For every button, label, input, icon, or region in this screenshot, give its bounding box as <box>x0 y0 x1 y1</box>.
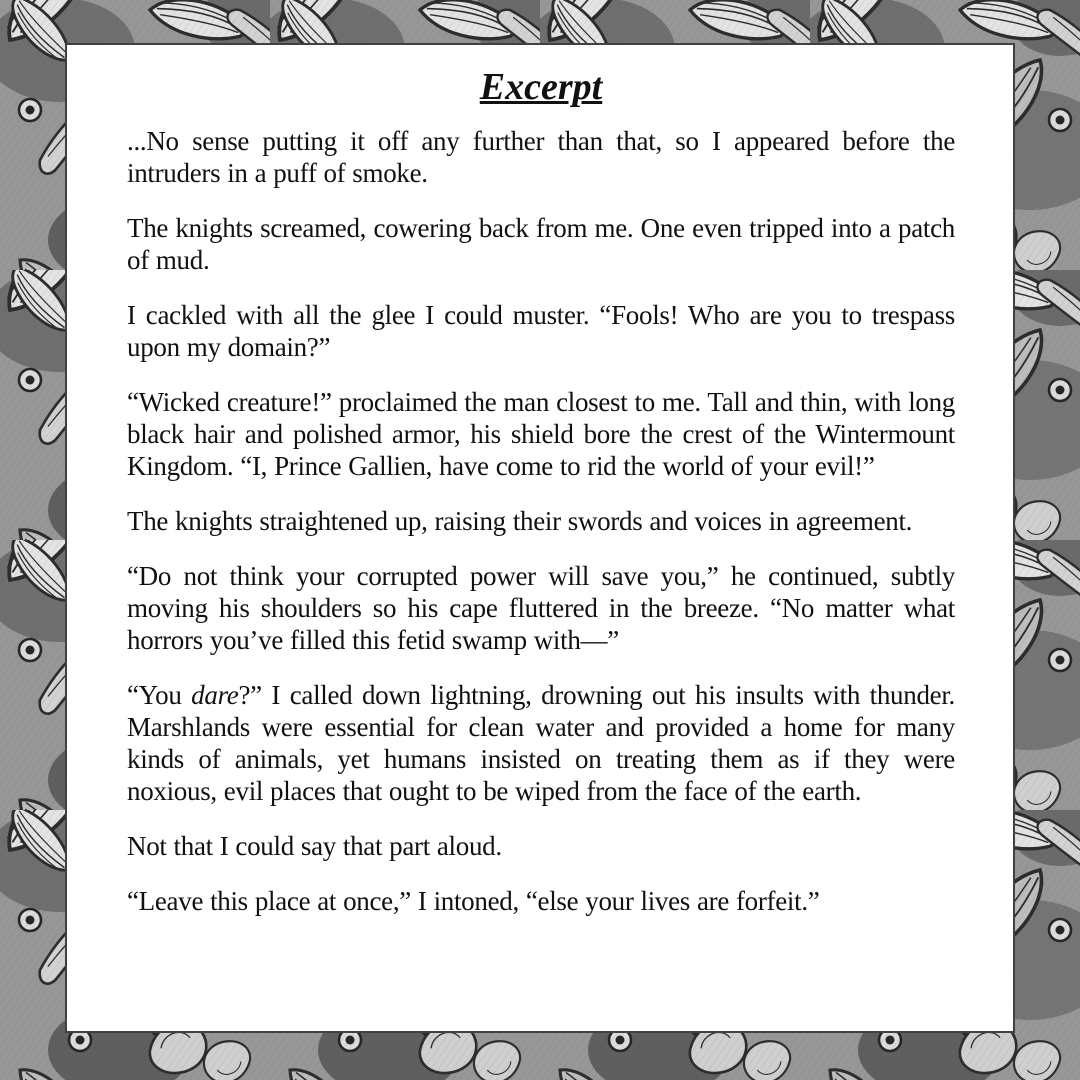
excerpt-paragraph: “You dare?” I called down lightning, drowning out his insults with thunder. Marshlands were essential for clean water and provided a home for many kinds of animals, yet humans insisted on treating them as if they were noxious, evil places that ought to be wiped from the face of the earth. <box>127 680 955 806</box>
excerpt-paragraph: “Wicked creature!” proclaimed the man closest to me. Tall and thin, with long black hair and polished armor, his shield bore the crest of the Wintermount Kingdom. “I, Prince Gallien, have come to rid the world of your evil!” <box>127 387 955 481</box>
excerpt-paragraph: ...No sense putting it off any further than that, so I appeared before the intruders in a puff of smoke. <box>127 126 955 188</box>
excerpt-panel <box>65 43 1015 1033</box>
excerpt-title <box>127 65 955 109</box>
excerpt-paragraph: Not that I could say that part aloud. <box>127 831 502 861</box>
excerpt-paragraph: I cackled with all the glee I could muster. “Fools! Who are you to trespass upon my domain?” <box>127 300 955 362</box>
excerpt-body <box>127 125 955 917</box>
excerpt-title-text: Excerpt <box>479 66 603 108</box>
excerpt-paragraph: “Leave this place at once,” I intoned, “else your lives are forfeit.” <box>127 886 820 916</box>
excerpt-paragraph: The knights straightened up, raising their swords and voices in agreement. <box>127 506 913 536</box>
excerpt-paragraph: The knights screamed, cowering back from me. One even tripped into a patch of mud. <box>127 213 955 275</box>
excerpt-paragraph: “Do not think your corrupted power will save you,” he continued, subtly moving his shoulders so his cape fluttered in the breeze. “No matter what horrors you’ve filled this fetid swamp with—” <box>127 561 955 655</box>
